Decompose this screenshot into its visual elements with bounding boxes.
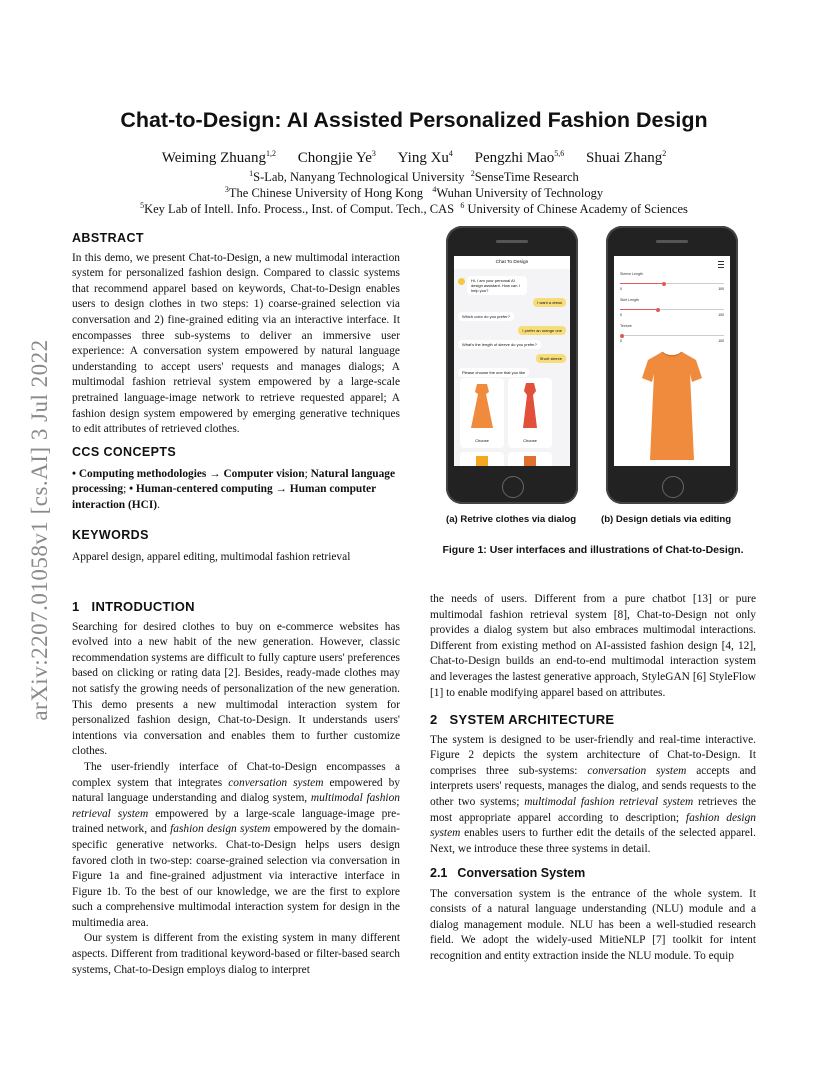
sysarch-heading: 2 SYSTEM ARCHITECTURE [430,712,615,727]
slider-knob[interactable] [662,282,666,286]
ccs-heading: CCS CONCEPTS [72,445,177,459]
sleeve-length-slider[interactable] [620,283,724,284]
author: Chongjie Ye$^3$ [297,149,376,166]
system-architecture-section [430,712,756,857]
chat-message-bot: Hi, I am your personal AI design assistant. How can I help you? [467,276,527,295]
slider-label: Skirt Length [620,298,640,302]
slider-max: 100 [718,287,724,291]
arxiv-stamp [20,300,60,760]
intro-paragraph-1: Searching for desired clothes to buy on e-commerce websites has evolved into a new habit of the new generation. However, classic recommendation systems are difficult to fully capture users' preferences based on clicking or rating data [2]. Besides, ready-made clothes may not satisfy the growing needs of personalization of the new generation. This demo presents a new multimodal interaction system for personalized fashion design, Chat-to-Design. It understands users' intentions via conversation and enables them to further customize clothes. [72,620,400,758]
sysarch-paragraph: The system is designed to be user-friendly and real-time interactive. Figure 2 depicts the system architecture of Chat-to-Design. It comprises three sub-systems: conversation system accepts and interprets users' requests, manages the dialog, and sends requests to the other two systems; multimodal fashion retrieval system retrieves the most appropriate apparel according to description; fashion design system enables users to further edit the details of the selected apparel. Next, we introduce these three systems in detail. [430,733,756,855]
bot-avatar-icon [458,278,465,285]
slider-fill [620,309,656,310]
author: Weiming Zhuang$^{1,2}$ [161,149,276,166]
abstract-text: In this demo, we present Chat-to-Design, a new multimodal interaction system for personalized fashion design. Compared to classic systems that recommend apparel based on keywords, Chat-to-Design enables users to design clothes in two steps: 1) coarse-grained selection via conversation and 2) fine-grained editing via an interactive interface. It encompasses three sub-systems to deliver an immersive user experience: A conversation system empowered by natural language understanding to accept users' requests and manages dialogs; A multimodal fashion retrieval system empowered by a large-scale pretrained language-image network to retrieve requested apparel; A fashion design system empowered by emerging generative techniques to edit attributes of retrieved clothes. [72,251,400,436]
slider-max: 100 [718,339,724,343]
slider-min: 0 [620,339,622,343]
skirt-length-slider[interactable] [620,309,724,310]
choose-button[interactable]: Choose [475,438,489,443]
phone-speaker [656,240,688,243]
hamburger-icon[interactable] [718,261,724,268]
conv-heading: 2.1 Conversation System [430,866,586,880]
chat-message-bot: Please choose the one that you like [458,368,529,377]
intro-continuation [430,592,756,701]
abstract-section [72,231,400,438]
author: Shuai Zhang$^2$ [585,149,667,166]
chat-message-bot: Which color do you prefer? [458,312,514,321]
dress-option-card[interactable] [460,378,504,448]
dress-preview-icon [632,348,712,466]
slider-knob[interactable] [620,334,624,338]
dress-image-icon [476,456,488,466]
slider-max: 100 [718,313,724,317]
abstract-heading: ABSTRACT [72,231,144,245]
texture-slider[interactable] [620,335,724,336]
subcaption-b: (b) Design detials via editing [601,514,732,525]
slider-min: 0 [620,313,622,317]
slider-knob[interactable] [656,308,660,312]
phone-speaker [496,240,528,243]
author: Pengzhi Mao$^{5,6}$ [474,149,565,166]
chat-screen [454,256,570,466]
dress-option-card [460,452,504,466]
figure-1 [430,226,756,566]
chat-message-user: I want a dress [533,298,566,307]
ccs-section [72,445,400,513]
paper-title: Chat-to-Design: AI Assisted Personalized Fashion Design [120,108,708,132]
home-button-icon [502,476,524,498]
intro-paragraph-2: The user-friendly interface of Chat-to-Design encompasses a complex system that integrates conversation system empowered by natural language understanding and dialog system, multimodal fashion retrieval system empowered by a large-scale language-image pre-trained network, and fashion design system empowered by the domain-specific generative networks. Chat-to-Design helps users design favored cloth in two-step: coarse-grained selection via conversation in Figure 1a and fine-grained adjustment via interactive interface in Figure 1b. To the best of our knowledge, we are the first to explore such a comprehensive multimodal interaction system for design in the multimedia area. [72,760,401,929]
author: Ying Xu$^4$ [397,149,453,166]
affiliation-line: $^5$Key Lab of Intell. Info. Process., Inst. of Comput. Tech., CAS $^6$ University of Chinese Academy of Sciences [140,200,688,216]
keywords-heading: KEYWORDS [72,528,149,542]
dress-option-card[interactable] [508,378,552,448]
keywords-section [72,528,400,565]
chat-message-user: Short sleeve [536,354,566,363]
chat-title: Chat To Design [454,256,570,269]
dress-image-icon [524,456,536,466]
phone-chat [446,226,578,504]
chat-message-bot: What's the length of sleeve do you prefer? [458,340,541,349]
intro-paragraph-4: the needs of users. Different from a pure chatbot [13] or pure multimodal fashion retrieval system [8], Chat-to-Design not only provides a dialog system but also embraces multimodal interactions. Different from existing method on AI-assisted fashion design [4, 12], Chat-to-Design builds an end-to-end multimodal interaction system and leverages the lastest generative approach, StyleGAN [6] StyleFlow [1] to enable modifying apparel based on attributes. [430,593,756,699]
choose-button[interactable]: Choose [523,438,537,443]
conversation-system-section [430,866,756,965]
dress-image-icon [460,378,504,436]
affiliation-line: $^1$S-Lab, Nanyang Technological University $^2$SenseTime Research [249,168,579,184]
figure-caption: Figure 1: User interfaces and illustrations of Chat-to-Design. [442,544,744,556]
conv-paragraph: The conversation system is the entrance of the whole system. It consists of a natural language understanding (NLU) module and a dialog management module. NLU has been a well-studied research field. We adopt the widely-used MitieNLP [7] toolkit for intent recognition and entity extraction inside the NLU module. To equip [430,887,756,962]
slider-label: Sleeve Length [620,272,643,276]
dress-image-icon [508,378,552,436]
chat-message-user: I prefer an orange one [518,326,566,335]
keywords-text: Apparel design, apparel editing, multimodal fashion retrieval [72,550,351,563]
intro-paragraph-3: Our system is different from the existing system in many different aspects. Different from traditional keyword-based or filter-based search systems, Chat-to-Design employs dialog to interpret [72,932,400,976]
author-list [0,150,828,167]
introduction-section [72,599,400,978]
subcaption-a: (a) Retrive clothes via dialog [446,514,577,525]
intro-heading: 1 INTRODUCTION [72,599,195,614]
phone-editing [606,226,738,504]
slider-label: Texture [620,324,632,328]
editing-screen [614,256,730,466]
affiliation-line: $^3$The Chinese University of Hong Kong $^4$Wuhan University of Technology [224,184,604,200]
slider-min: 0 [620,287,622,291]
dress-option-card [508,452,552,466]
slider-fill [620,283,662,284]
home-button-icon [662,476,684,498]
arxiv-id: arXiv:2207.01058v1 [cs.AI] 3 Jul 2022 [27,339,52,721]
ccs-text: • Computing methodologies → Computer vision; Natural language processing; • Human-centered computing → Human computer interaction (HCI). [72,467,396,511]
